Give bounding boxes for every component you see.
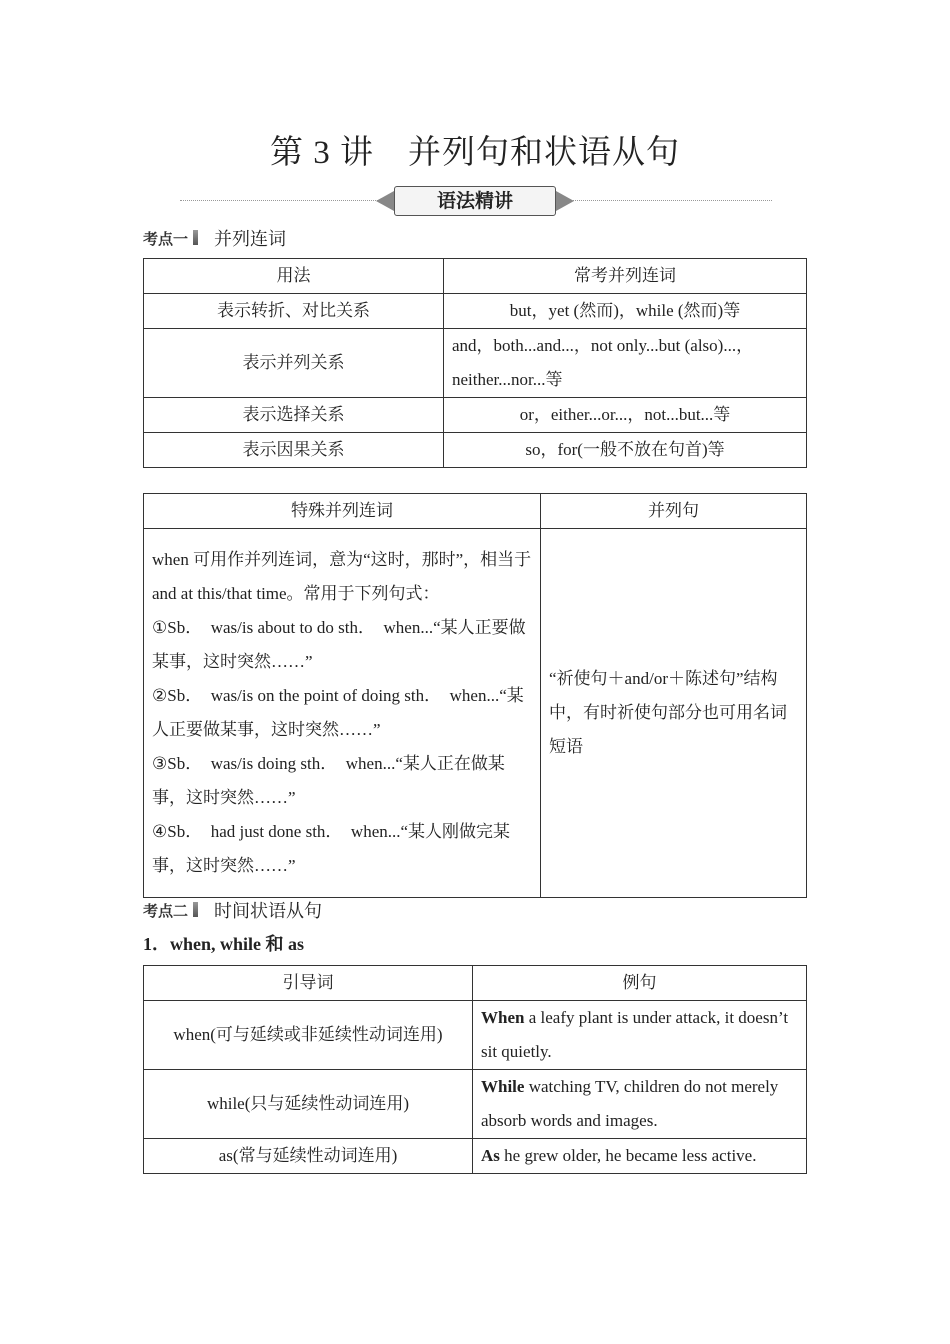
point1-badge: 考点一 — [143, 228, 200, 249]
point2-title: 时间状语从句 — [214, 901, 323, 922]
header-example: 例句 — [473, 966, 807, 1001]
table-header-row — [144, 259, 807, 294]
table-header-row — [144, 494, 807, 529]
table-row — [144, 329, 807, 398]
usage-cell: 表示选择关系 — [144, 398, 444, 433]
usage-cell: 表示并列关系 — [144, 329, 444, 398]
conjunction-cell: while(只与延续性动词连用) — [144, 1070, 473, 1139]
conjunction-cell: and，both...and...，not only...but (also)...，neither...nor...等 — [444, 329, 807, 398]
conjunction-cell: but，yet (然而)，while (然而)等 — [444, 294, 807, 329]
conjunction-cell: or，either...or...，not...but...等 — [444, 398, 807, 433]
example-cell — [473, 1070, 807, 1139]
header-conjunction: 引导词 — [144, 966, 473, 1001]
compound-cell: “祈使句＋and/or＋陈述句”结构中，有时祈使句部分也可用名词短语 — [541, 529, 807, 898]
header-conjunctions: 常考并列连词 — [444, 259, 807, 294]
point1-title: 并列连词 — [214, 229, 287, 250]
table-row — [144, 294, 807, 329]
table-row — [144, 1001, 807, 1070]
special-cell — [144, 529, 541, 898]
conjunction-cell: as(常与延续性动词连用) — [144, 1139, 473, 1174]
conjunction-table — [143, 258, 807, 468]
header-usage: 用法 — [144, 259, 444, 294]
table-row — [144, 529, 807, 898]
example-cell — [473, 1001, 807, 1070]
table-row — [144, 1139, 807, 1174]
example-cell — [473, 1139, 807, 1174]
time-clause-table — [143, 965, 807, 1174]
pattern-4: ④Sb． had just done sth． when...“某人刚做完某事，这时突然……” — [152, 822, 511, 875]
table-row — [144, 398, 807, 433]
example-keyword: As — [481, 1146, 500, 1165]
usage-cell: 表示转折、对比关系 — [144, 294, 444, 329]
pattern-3: ③Sb． was/is doing sth． when...“某人正在做某事，这时突然……” — [152, 754, 505, 807]
point1-heading — [143, 225, 286, 251]
conjunction-cell: so，for(一般不放在句首)等 — [444, 433, 807, 468]
banner-label: 语法精讲 — [394, 186, 556, 216]
point2-badge: 考点二 — [143, 900, 200, 921]
pattern-2: ②Sb． was/is on the point of doing sth． when...“某人正要做某事，这时突然……” — [152, 686, 524, 739]
conjunction-cell: when(可与延续或非延续性动词连用) — [144, 1001, 473, 1070]
header-compound: 并列句 — [541, 494, 807, 529]
example-keyword: When — [481, 1008, 525, 1027]
page-title: 第 3 讲 并列句和状语从句 — [270, 135, 680, 171]
usage-cell: 表示因果关系 — [144, 433, 444, 468]
example-text: he grew older, he became less active. — [499, 1146, 757, 1165]
table-header-row — [144, 966, 807, 1001]
pattern-1: ①Sb． was/is about to do sth． when...“某人正要做某事，这时突然……” — [152, 618, 526, 671]
point2-heading — [143, 897, 322, 923]
subheading-when-while-as: 1．when, while 和 as — [143, 934, 305, 954]
example-text: a leafy plant is under attack, it doesn’t sit quietly. — [481, 1008, 789, 1061]
section-banner — [180, 185, 772, 219]
header-special: 特殊并列连词 — [144, 494, 541, 529]
example-text: watching TV, children do not merely absorb words and images. — [481, 1077, 779, 1130]
example-keyword: While — [481, 1077, 525, 1096]
table-row — [144, 433, 807, 468]
table-row — [144, 1070, 807, 1139]
special-conjunction-table — [143, 493, 807, 898]
banner-right-wing-icon — [556, 191, 574, 211]
when-intro: when 可用作并列连词，意为“这时，那时”，相当于 and at this/that time。常用于下列句式： — [152, 550, 532, 603]
banner-left-wing-icon — [376, 191, 394, 211]
